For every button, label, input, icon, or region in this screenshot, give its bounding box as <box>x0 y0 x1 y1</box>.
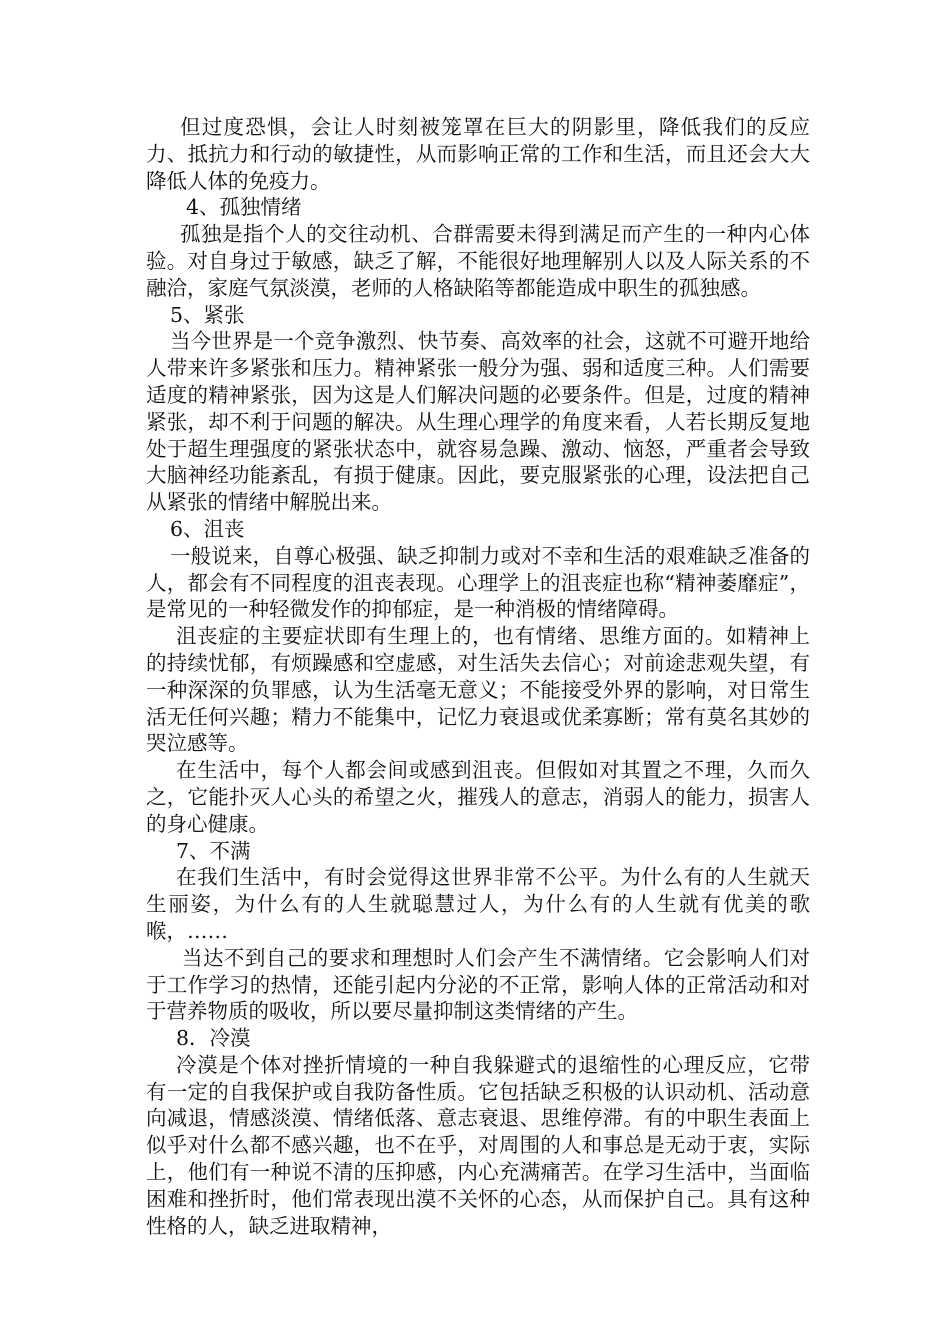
paragraph-loneliness: 孤独是指个人的交往动机、合群需要未得到满足而产生的一种内心体验。对自身过于敏感，缺乏了解，不能很好地理解别人以及人际关系的不融洽，家庭气氛淡漠，老师的人格缺陷等都能造成中职生的孤独感。 <box>146 222 810 300</box>
heading-depression: 6、沮丧 <box>170 516 245 541</box>
paragraph-depression-2: 沮丧症的主要症状即有生理上的，也有情绪、思维方面的。如精神上的持续忧郁，有烦躁感和空虚感，对生活失去信心；对前途悲观失望，有一种深深的负罪感，认为生活毫无意义；不能接受外界的影响，对日常生活无任何兴趣；精力不能集中，记忆力衰退或优柔寡断；常有莫名其妙的哭泣感等。 <box>146 624 810 756</box>
heading-indifference: 8．冷漠 <box>176 1026 251 1051</box>
heading-tension: 5、紧张 <box>170 302 245 327</box>
paragraph-fear-effects: 但过度恐惧，会让人时刻被笼罩在巨大的阴影里，降低我们的反应力、抵抗力和行动的敏捷性，从而影响正常的工作和生活，而且还会大大降低人体的免疫力。 <box>146 115 810 193</box>
paragraph-depression-3: 在生活中，每个人都会间或感到沮丧。但假如对其置之不理，久而久之，它能扑灭人心头的希望之火，摧残人的意志，消弱人的能力，损害人的身心健康。 <box>146 758 810 836</box>
paragraph-tension: 当今世界是一个竞争激烈、快节奏、高效率的社会，这就不可避开地给人带来许多紧张和压力。精神紧张一般分为强、弱和适度三种。人们需要适度的精神紧张，因为这是人们解决问题的必要条件。但是，过度的精神紧张，却不利于问题的解决。从生理心理学的角度来看，人若长期反复地处于超生理强度的紧张状态中，就容易急躁、激动、恼怒，严重者会导致大脑神经功能紊乱，有损于健康。因此，要克服紧张的心理，设法把自己从紧张的情绪中解脱出来。 <box>146 329 810 515</box>
paragraph-indifference: 冷漠是个体对挫折情境的一种自我躲避式的退缩性的心理反应，它带有一定的自我保护或自我防备性质。它包括缺乏积极的认识动机、活动意向减退，情感淡漠、情绪低落、意志衰退、思维停滞。有的中职生表面上似乎对什么都不感兴趣，也不在乎，对周围的人和事总是无动于衷，实际上，他们有一种说不清的压抑感，内心充满痛苦。在学习生活中，当面临困难和挫折时，他们常表现出漠不关怀的心态，从而保护自己。具有这种性格的人，缺乏进取精神， <box>146 1052 810 1238</box>
heading-loneliness: 4、孤独情绪 <box>186 195 302 220</box>
document-body <box>146 114 810 1239</box>
paragraph-depression-1: 一般说来，自尊心极强、缺乏抑制力或对不幸和生活的艰难缺乏准备的人，都会有不同程度的沮丧表现。心理学上的沮丧症也称“精神萎靡症”，是常见的一种轻微发作的抑郁症，是一种消极的情绪障碍。 <box>146 543 810 622</box>
paragraph-dissatisfaction-1: 在我们生活中，有时会觉得这世界非常不公平。为什么有的人生就天生丽姿，为什么有的人生就聪慧过人，为什么有的人生就有优美的歌喉，…… <box>146 865 810 943</box>
paragraph-dissatisfaction-2: 当达不到自己的要求和理想时人们会产生不满情绪。它会影响人们对于工作学习的热情，还能引起内分泌的不正常，影响人体的正常活动和对于营养物质的吸收，所以要尽量抑制这类情绪的产生。 <box>146 945 810 1024</box>
heading-dissatisfaction: 7、不满 <box>176 838 251 863</box>
